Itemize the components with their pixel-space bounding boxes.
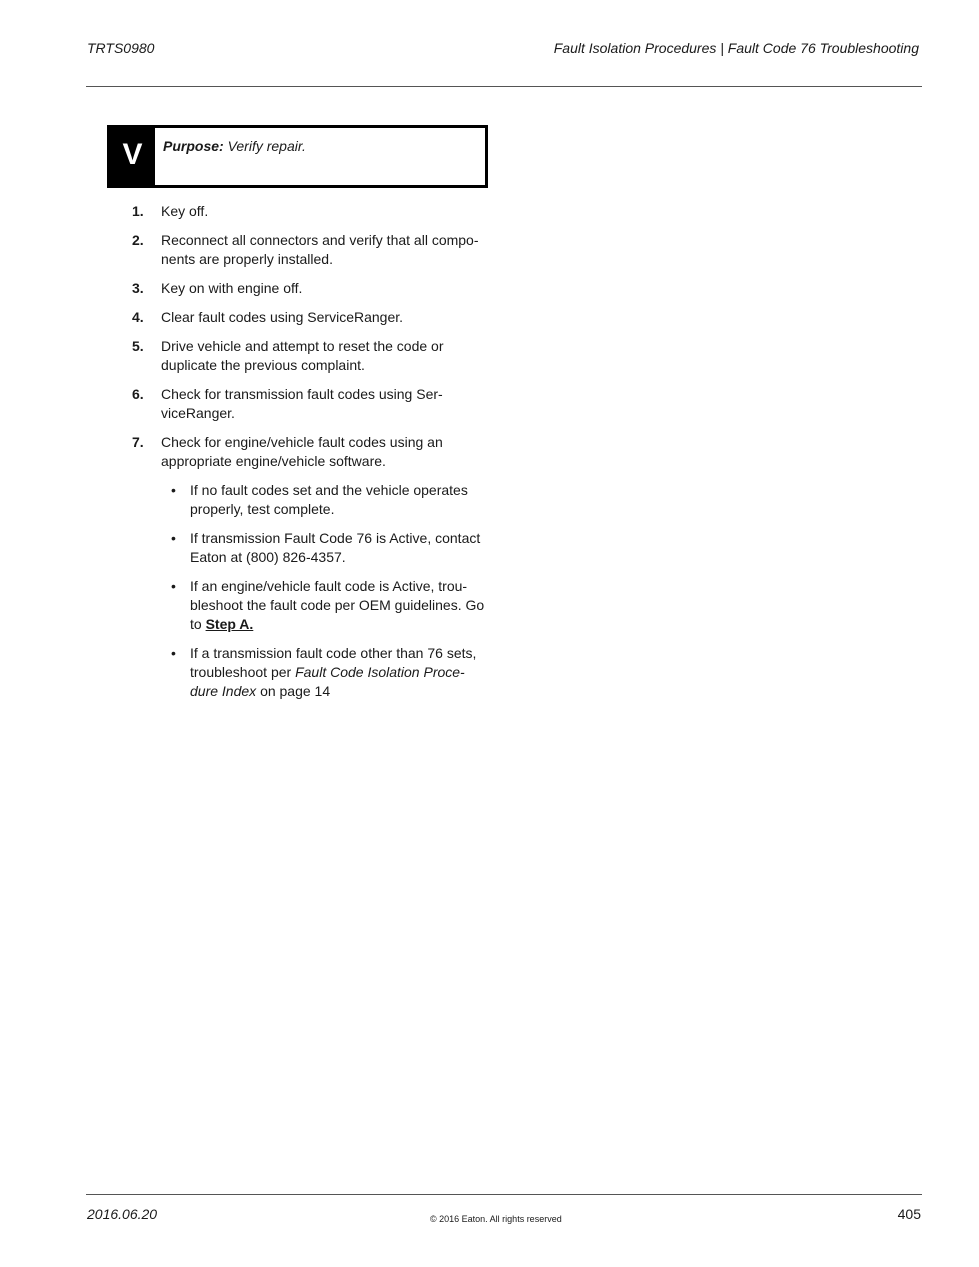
step-item: [130, 337, 490, 375]
step-item: [130, 308, 490, 327]
outcome-text: If an engine/vehicle fault code is Active, trou-bleshoot the fault code per OEM guidelines. Go to: [190, 578, 485, 632]
footer-copyright: © 2016 Eaton. All rights reserved: [430, 1214, 562, 1224]
section-title: Fault Isolation Procedures | Fault Code 76 Troubleshooting: [553, 40, 919, 56]
step-number: 7.: [132, 434, 144, 450]
step-text: Check for engine/vehicle fault codes using an appropriate engine/vehicle software.: [161, 434, 443, 469]
step-header-box: [107, 125, 488, 188]
step-letter: V: [110, 128, 155, 185]
outcome-text: If transmission Fault Code 76 is Active, contact Eaton at (800) 826-4357.: [190, 530, 481, 565]
outcome-item: [161, 577, 490, 634]
step-text: Key on with engine off.: [161, 280, 303, 296]
step-number: 6.: [132, 386, 144, 402]
purpose-line: [163, 138, 306, 154]
footer-date: 2016.06.20: [87, 1206, 158, 1222]
page-number: 405: [897, 1206, 921, 1222]
outcome-item: [161, 529, 490, 567]
step-number: 3.: [132, 280, 144, 296]
purpose-text: Verify repair.: [227, 138, 306, 154]
index-reference[interactable]: Fault Code Isolation Proce-dure Index: [190, 664, 465, 699]
step-item: [130, 433, 490, 701]
step-text: Check for transmission fault codes using Ser-viceRanger.: [161, 386, 443, 421]
header-divider: [86, 86, 922, 87]
step-number: 5.: [132, 338, 144, 354]
step-number: 4.: [132, 309, 144, 325]
step-text: Key off.: [161, 203, 209, 219]
step-a-link[interactable]: Step A.: [205, 616, 254, 632]
purpose-label: Purpose:: [163, 138, 224, 154]
step-item: [130, 231, 490, 269]
outcome-text: If a transmission fault code other than 76 sets, troubleshoot per: [190, 645, 477, 680]
footer-divider: [86, 1194, 922, 1195]
bullet-icon: •: [171, 578, 176, 594]
bullet-icon: •: [171, 530, 176, 546]
step-item: [130, 385, 490, 423]
step-text: Clear fault codes using ServiceRanger.: [161, 309, 404, 325]
outcome-item: [161, 644, 490, 701]
bullet-icon: •: [171, 482, 176, 498]
step-text: Drive vehicle and attempt to reset the code or duplicate the previous complaint.: [161, 338, 444, 373]
doc-id: TRTS0980: [87, 40, 155, 56]
outcome-item: [161, 481, 490, 519]
step-text: Reconnect all connectors and verify that all compo-nents are properly installed.: [161, 232, 479, 267]
procedure-steps: [130, 202, 490, 711]
step-number: 2.: [132, 232, 144, 248]
step-item: [130, 279, 490, 298]
step-number: 1.: [132, 203, 144, 219]
outcome-list: [161, 481, 490, 701]
page-reference: on page 14: [260, 683, 331, 699]
outcome-text: If no fault codes set and the vehicle operates properly, test complete.: [190, 482, 468, 517]
step-item: [130, 202, 490, 221]
bullet-icon: •: [171, 645, 176, 661]
